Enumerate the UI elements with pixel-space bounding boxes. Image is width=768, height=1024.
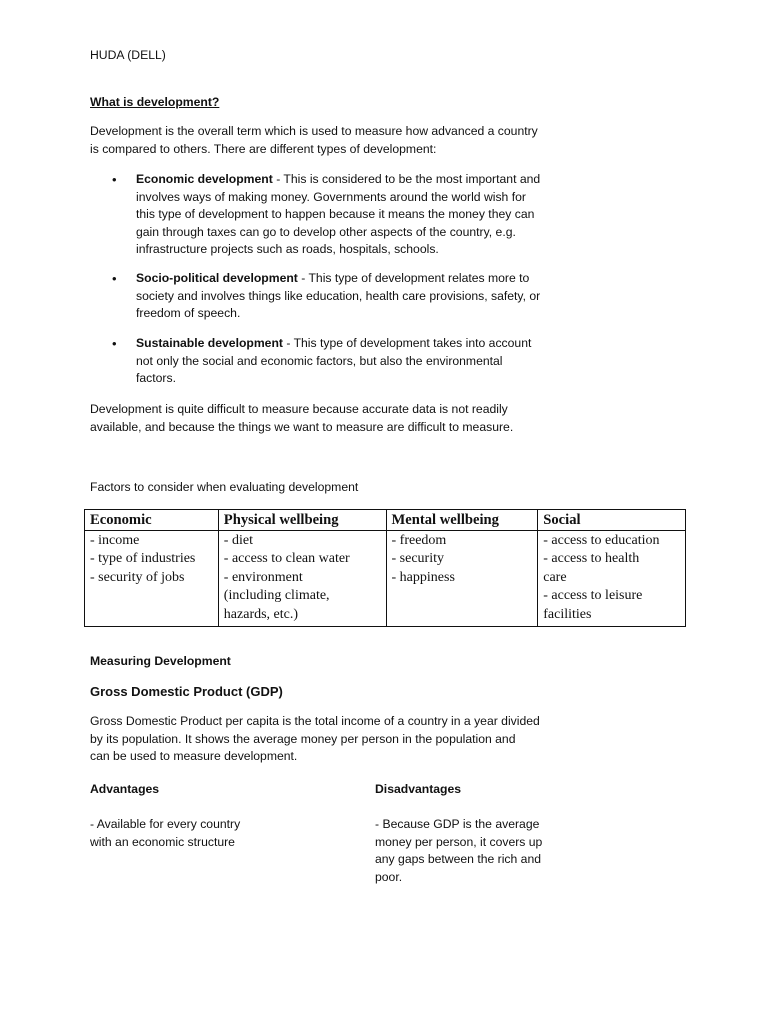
author-header: HUDA (DELL) [90, 48, 166, 62]
cell-physical-wellbeing [218, 530, 386, 626]
cell-line: - income [90, 532, 140, 548]
advantages-heading: Advantages [90, 782, 160, 796]
bullet-sustainable-development [112, 335, 556, 388]
cell-line: - security of jobs [90, 569, 185, 585]
difficulty-line: Development is quite difficult to measure because accurate data is not readily [90, 402, 508, 416]
gdp-paragraph [90, 713, 570, 766]
cell-line: - access to leisure [543, 588, 643, 604]
bullet-icon: • [112, 172, 117, 187]
disadvantages-text [375, 816, 605, 886]
cell-line: - access to health [543, 551, 640, 567]
table-row [85, 530, 686, 626]
difficulty-paragraph [90, 401, 570, 436]
bullet-term: Socio-political development [136, 271, 298, 285]
bullet-line: not only the social and economic factors, but also the environmental [136, 353, 503, 368]
factors-heading: Factors to consider when evaluating development [90, 480, 359, 494]
bullet-line: - This type of development takes into account [282, 336, 532, 350]
bullet-line: factors. [136, 371, 176, 386]
bullet-line: freedom of speech. [136, 306, 241, 321]
disadvantages-heading: Disadvantages [375, 782, 462, 796]
column-header-physical-wellbeing: Physical wellbeing [218, 510, 386, 531]
bullet-line: gain through taxes can go to develop other aspects of the country, e.g. [136, 224, 516, 239]
factors-table [84, 509, 686, 627]
cell-line: - access to clean water [223, 551, 350, 567]
column-header-mental-wellbeing: Mental wellbeing [386, 510, 538, 531]
intro-line: is compared to others. There are different types of development: [90, 141, 437, 156]
bullet-economic-development [112, 171, 556, 259]
bullet-socio-political-development [112, 270, 556, 323]
disadvantages-line: - Because GDP is the average [375, 817, 540, 831]
cell-social [538, 530, 686, 626]
bullet-icon: • [112, 271, 117, 286]
cell-economic [85, 530, 219, 626]
measuring-heading: Measuring Development [90, 654, 231, 668]
gdp-line: Gross Domestic Product per capita is the total income of a country in a year divided [90, 714, 540, 728]
intro-paragraph [90, 123, 570, 158]
bullet-line: - This is considered to be the most important and [272, 172, 541, 186]
bullet-line: - This type of development relates more to [297, 271, 530, 285]
gdp-heading: Gross Domestic Product (GDP) [90, 684, 283, 699]
disadvantages-line: any gaps between the rich and [375, 852, 542, 867]
difficulty-line: available, and because the things we want to measure are difficult to measure. [90, 419, 514, 434]
disadvantages-line: poor. [375, 869, 403, 884]
column-header-economic: Economic [85, 510, 219, 531]
cell-line: - access to education [543, 532, 660, 548]
bullet-icon: • [112, 336, 117, 351]
bullet-line: involves ways of making money. Governments around the world wish for [136, 189, 526, 204]
gdp-line: by its population. It shows the average money per person in the population and [90, 731, 516, 746]
gdp-line: can be used to measure development. [90, 749, 298, 764]
bullet-line: infrastructure projects such as roads, hospitals, schools. [136, 242, 439, 257]
bullet-line: society and involves things like education, health care provisions, safety, or [136, 288, 541, 303]
bullet-term: Sustainable development [136, 336, 283, 350]
bullet-term: Economic development [136, 172, 273, 186]
table-header-row [85, 510, 686, 531]
cell-line: hazards, etc.) [223, 606, 299, 622]
cell-line: - happiness [391, 569, 455, 585]
cell-line: - security [391, 551, 444, 567]
cell-line: - diet [223, 532, 253, 548]
cell-line: facilities [543, 606, 592, 622]
cell-line: - freedom [391, 532, 447, 548]
cell-line: care [543, 569, 567, 585]
cell-line: (including climate, [223, 588, 330, 604]
advantages-line: with an economic structure [90, 834, 235, 849]
cell-line: - environment [223, 569, 303, 585]
advantages-line: - Available for every country [90, 817, 241, 831]
intro-line: Development is the overall term which is used to measure how advanced a country [90, 124, 538, 138]
disadvantages-line: money per person, it covers up [375, 834, 543, 849]
bullet-line: this type of development to happen because it means the money they can [136, 207, 535, 222]
cell-mental-wellbeing [386, 530, 538, 626]
intro-heading: What is development? [90, 95, 220, 109]
advantages-text [90, 816, 320, 851]
cell-line: - type of industries [90, 551, 196, 567]
column-header-social: Social [538, 510, 686, 531]
